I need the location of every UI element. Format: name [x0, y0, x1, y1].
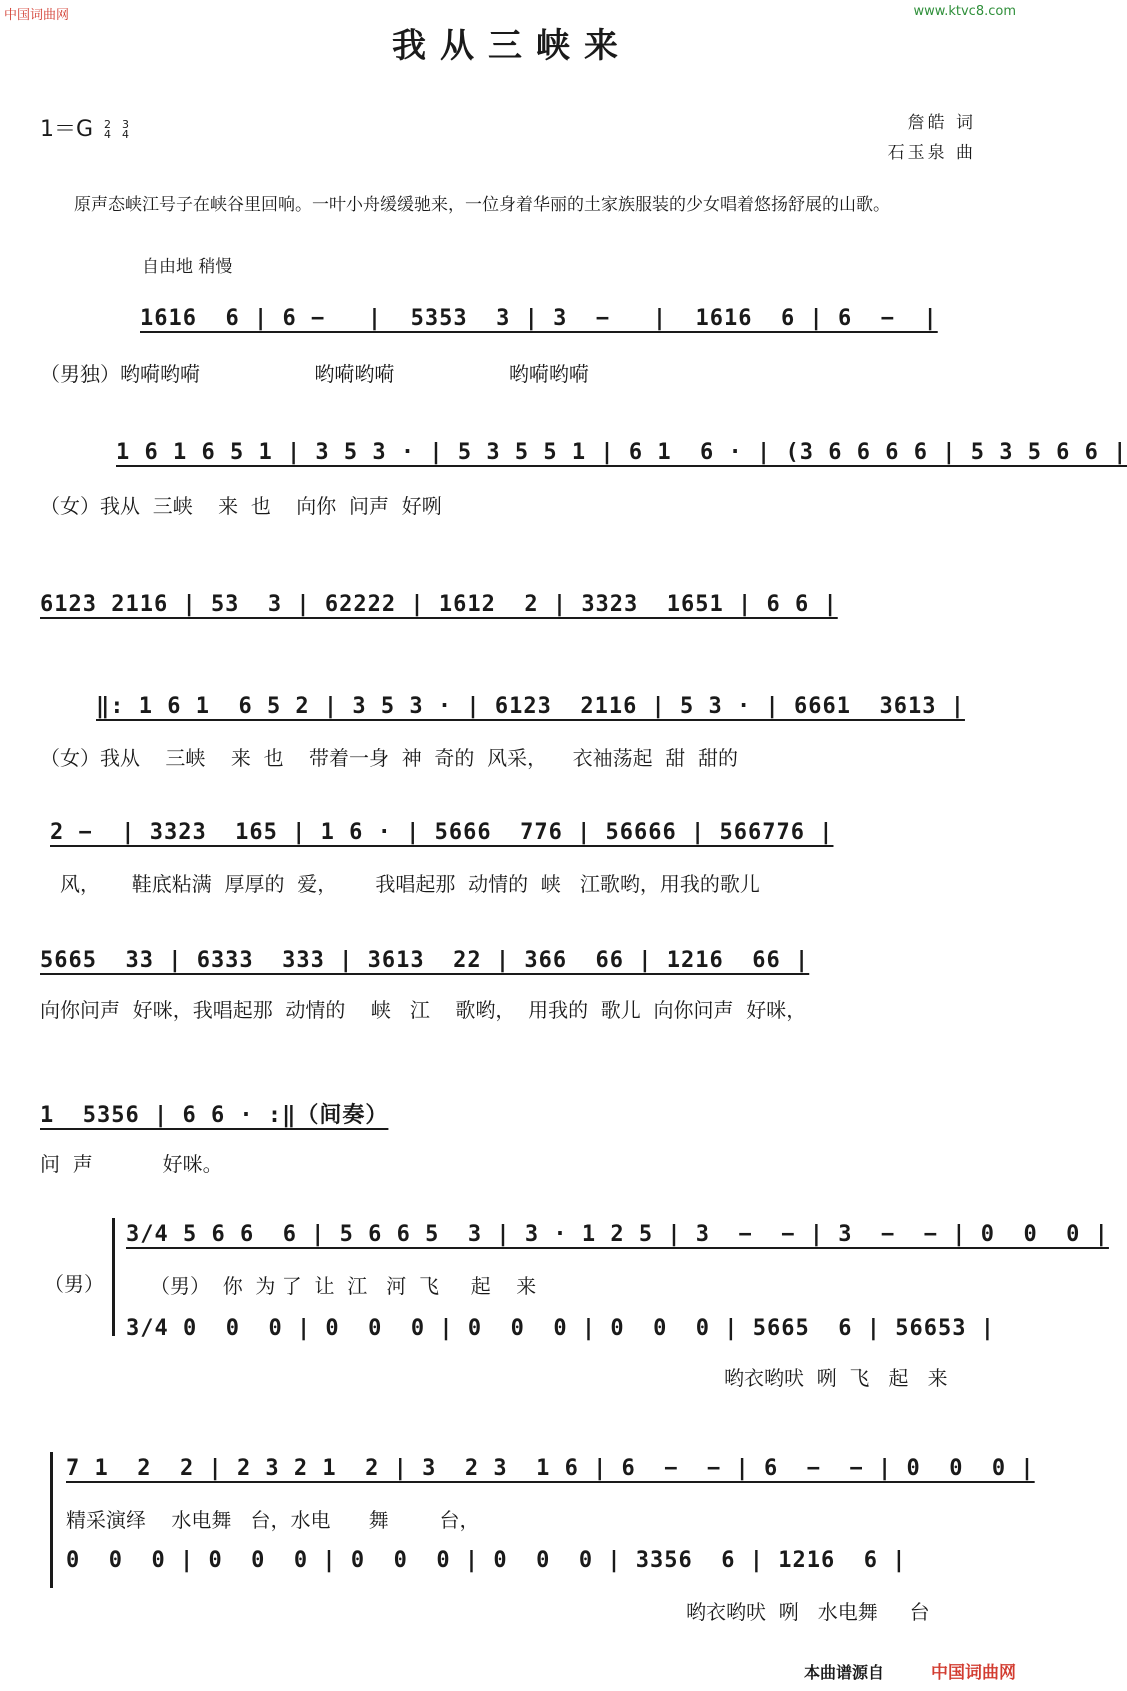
composer-credit: 石玉泉 曲 — [887, 143, 976, 163]
lyrics-row-9: 哟衣哟吠 咧 飞 起 来 — [724, 1366, 948, 1390]
score-row-7: 1 5356 | 6 6 · :‖（间奏） — [40, 1103, 389, 1128]
score-row-1: 1616 6 | 6 − | 5353 3 | 3 − | 1616 6 | 6 − | — [140, 306, 938, 331]
tempo-marking: 自由地 稍慢 — [142, 257, 233, 277]
staff-bracket-2 — [50, 1452, 53, 1588]
score-row-4: ‖: 1 6 1 6 5 2 | 3 5 3 · | 6123 2116 | 5 3 · | 6661 3613 | — [96, 694, 965, 719]
lyrics-row-2: （女）我从 三峡 来 也 向你 问声 好咧 — [40, 494, 442, 518]
male-voice-label: （男） — [44, 1272, 104, 1296]
lyrics-row-1: （男独）哟嗬哟嗬 哟嗬哟嗬 哟嗬哟嗬 — [40, 362, 589, 386]
score-row-8-male: 3/4 5 6 6 6 | 5 6 6 5 3 | 3 · 1 2 5 | 3 − − | 3 − − | 0 0 0 | — [126, 1222, 1109, 1247]
score-row-6: 5665 33 | 6333 333 | 3613 22 | 366 66 | 1216 66 | — [40, 948, 810, 973]
staff-bracket-1 — [112, 1218, 115, 1336]
score-row-2: 1 6 1 6 5 1 | 3 5 3 · | 5 3 5 5 1 | 6 1 6 · | (3 6 6 6 6 | 5 3 5 6 6 | — [116, 440, 1127, 465]
lyrics-row-4: （女）我从 三峡 来 也 带着一身 神 奇的 风采， 衣袖荡起 甜 甜的 — [40, 746, 739, 770]
score-row-9-female: 3/4 0 0 0 | 0 0 0 | 0 0 0 | 0 0 0 | 5665 6 | 56653 | — [126, 1316, 995, 1341]
score-row-10-male: 7 1 2 2 | 2 3 2 1 2 | 3 2 3 1 6 | 6 − − | 6 − − | 0 0 0 | — [66, 1456, 1035, 1481]
key-signature — [40, 112, 129, 143]
key-text: 1＝G — [40, 117, 94, 142]
lyrics-row-6: 向你问声 好咪，我唱起那 动情的 峡 江 歌哟， 用我的 歌儿 向你问声 好咪， — [40, 998, 807, 1022]
lyrics-row-5: 风， 鞋底粘满 厚厚的 爱， 我唱起那 动情的 峡 江歌哟，用我的歌儿 — [60, 872, 760, 896]
watermark-right: www.ktvc8.com — [913, 4, 1016, 19]
footer-source: 本曲谱源自 — [803, 1663, 884, 1682]
score-row-11-female: 0 0 0 | 0 0 0 | 0 0 0 | 0 0 0 | 3356 6 | 1216 6 | — [66, 1548, 907, 1573]
lyrics-row-8: （男） 你 为 了 让 江 河 飞 起 来 — [150, 1274, 537, 1298]
meter-3-4: 3 4 — [122, 118, 130, 141]
score-row-3: 6123 2116 | 53 3 | 62222 | 1612 2 | 3323 1651 | 6 6 | — [40, 592, 838, 617]
lyrics-row-11: 哟衣哟吠 咧 水电舞 台 — [686, 1600, 930, 1624]
footer-site: 中国词曲网 — [931, 1663, 1016, 1683]
intro-text: 原声态峡江号子在峡谷里回响。一叶小舟缓缓驰来，一位身着华丽的土家族服装的少女唱着悠扬舒展的山歌。 — [74, 195, 890, 215]
watermark-left: 中国词曲网 — [4, 8, 70, 23]
lyrics-row-10: 精采演绎 水电舞 台，水电 舞 台， — [66, 1508, 480, 1532]
meter-2-4: 2 4 — [104, 118, 112, 141]
lyricist-credit: 詹皓 词 — [907, 113, 976, 133]
song-title: 我从三峡来 — [392, 26, 632, 66]
score-row-5: 2 − | 3323 165 | 1 6 · | 5666 776 | 56666 | 566776 | — [50, 820, 834, 845]
lyrics-row-7: 问 声 好咪。 — [40, 1152, 223, 1176]
